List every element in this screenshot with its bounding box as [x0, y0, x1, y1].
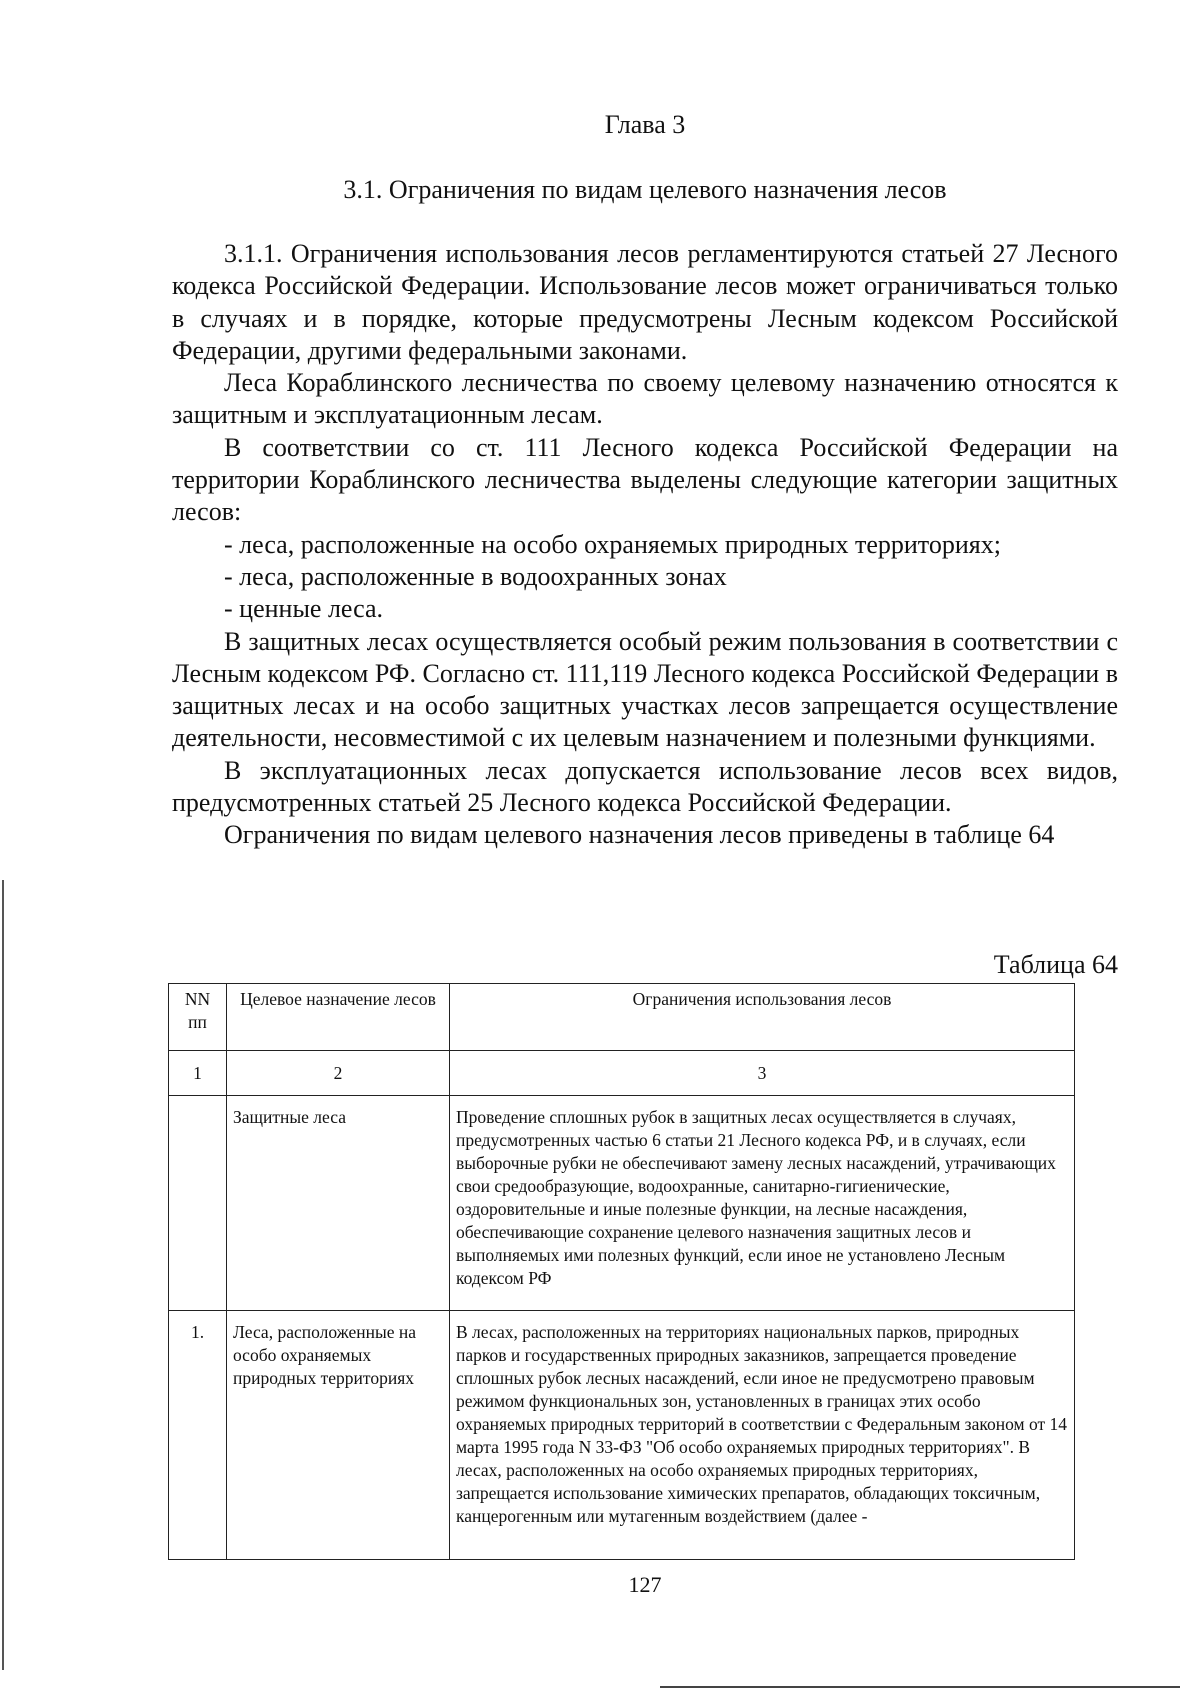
restrictions-table	[168, 983, 1075, 1560]
list-item: - леса, расположенные в водоохранных зонах	[224, 561, 727, 591]
row-number	[169, 1096, 227, 1311]
table-caption: Таблица 64	[993, 950, 1118, 979]
paragraph: 3.1.1. Ограничения использования лесов регламентируются статьей 27 Лесного кодекса Российской Федерации. Использование лесов может ограничиваться только в случаях и в порядке, которые предусмотрены Лесным кодексом Российской Федерации, другими федеральными законами.	[172, 239, 1118, 365]
table-header-cell: NN пп	[169, 984, 227, 1051]
list-item: - ценные леса.	[224, 594, 384, 624]
scan-edge-line	[2, 880, 4, 1670]
row-number: 1.	[169, 1311, 227, 1560]
section-title: 3.1. Ограничения по видам целевого назначения лесов	[343, 175, 947, 204]
chapter-title: Глава 3	[604, 110, 686, 139]
column-number: 1	[169, 1051, 227, 1096]
row-restrictions: В лесах, расположенных на территориях национальных парков, природных парков и государственных природных заказников, запрещается проведение сплошных рубок лесных насаждений, если иное не предусмотрено правовым режимом функциональных зон, установленных в границах этих особо охраняемых природных территорий в соответствии с Федеральным законом от 14 марта 1995 года N 33-ФЗ "Об особо охраняемых природных территориях". В лесах, расположенных на особо охраняемых природных территориях, запрещается использование химических препаратов, обладающих токсичным, канцерогенным или мутагенным воздействием (далее -	[450, 1311, 1075, 1560]
table-column-numbers-row	[169, 1051, 1075, 1096]
paragraph: Леса Кораблинского лесничества по своему целевому назначению относятся к защитным и эксплуатационным лесам.	[172, 368, 1118, 430]
paragraph: В защитных лесах осуществляется особый режим пользования в соответствии с Лесным кодексом РФ. Согласно ст. 111,119 Лесного кодекса Российской Федерации в защитных лесах и на особо защитных участках лесов запрещается осуществление деятельности, несовместимой с их целевым назначением и полезными функциями.	[172, 626, 1118, 753]
column-number: 2	[227, 1051, 450, 1096]
row-purpose: Защитные леса	[227, 1096, 450, 1311]
table-header-row	[169, 984, 1075, 1051]
row-purpose: Леса, расположенные на особо охраняемых природных территориях	[227, 1311, 450, 1560]
paragraph: Ограничения по видам целевого назначения лесов приведены в таблице 64	[224, 820, 1055, 850]
table-header-cell: Ограничения использования лесов	[450, 984, 1075, 1051]
body-text	[172, 238, 1118, 852]
paragraph: В соответствии со ст. 111 Лесного кодекса Российской Федерации на территории Кораблинского лесничества выделены следующие категории защитных лесов:	[172, 432, 1118, 527]
row-restrictions: Проведение сплошных рубок в защитных лесах осуществляется в случаях, предусмотренных частью 6 статьи 21 Лесного кодекса РФ, и в случаях, если выборочные рубки не обеспечивают замену лесных насаждений, утрачивающих свои средообразующие, водоохранные, санитарно-гигиенические, оздоровительные и иные полезные функции, на лесные насаждения, обеспечивающие сохранение целевого назначения защитных лесов и выполняемых ими полезных функций, если иное не установлено Лесным кодексом РФ	[450, 1096, 1075, 1311]
paragraph: В эксплуатационных лесах допускается использование лесов всех видов, предусмотренных статьей 25 Лесного кодекса Российской Федерации.	[172, 755, 1118, 818]
scan-edge-line	[660, 1686, 1180, 1688]
table-row	[169, 1311, 1075, 1560]
table-row	[169, 1096, 1075, 1311]
table-header-cell: Целевое назначение лесов	[227, 984, 450, 1051]
list-item: - леса, расположенные на особо охраняемых природных территориях;	[224, 529, 1001, 559]
page-number: 127	[628, 1572, 662, 1597]
column-number: 3	[450, 1051, 1075, 1096]
